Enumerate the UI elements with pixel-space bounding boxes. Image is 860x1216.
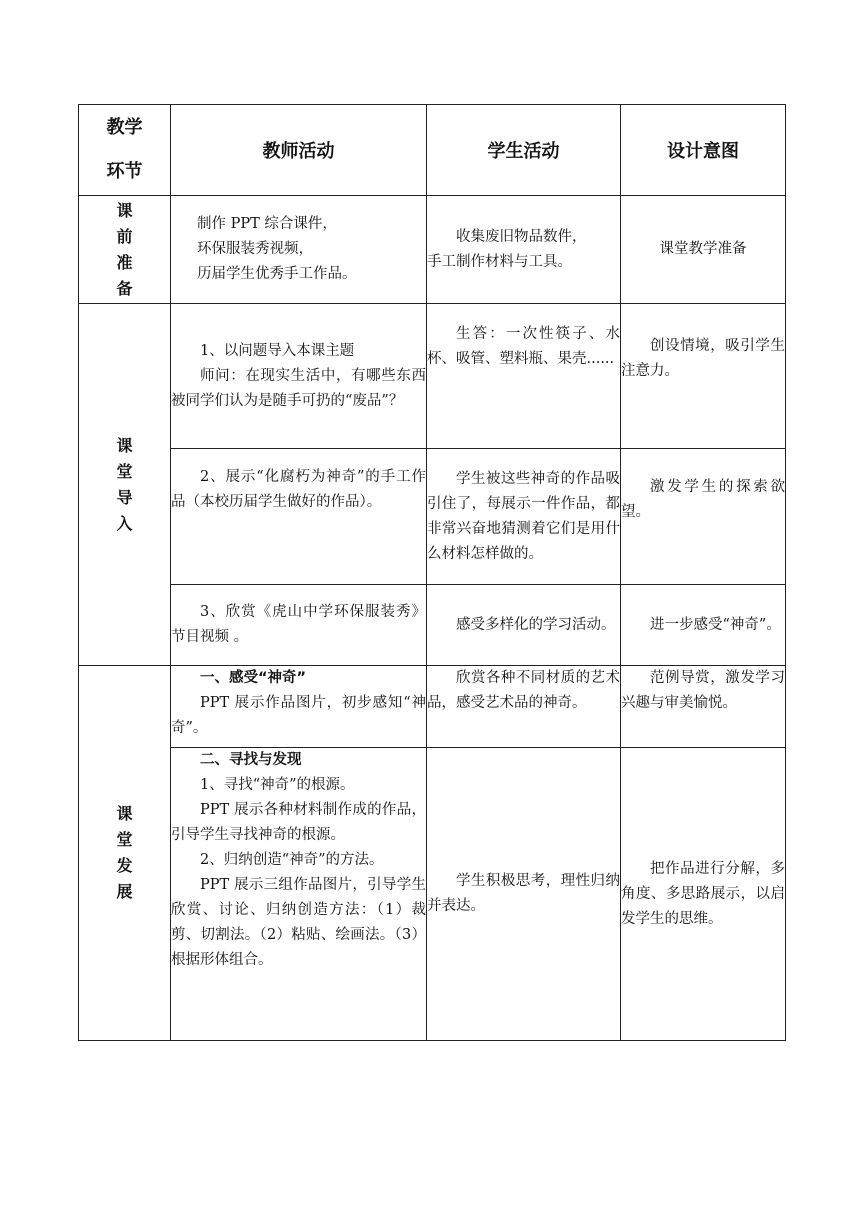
intro-2-design: 激发学生的探索欲望。: [621, 449, 786, 585]
header-stage-line2: 环节: [106, 161, 143, 182]
header-stage: [79, 105, 171, 196]
table-row-intro-3: [79, 585, 786, 666]
intro-3-teacher: 3、欣赏《虎山中学环保服装秀》节目视频 。: [171, 585, 427, 666]
develop-2-teacher-p4: PPT 展示三组作品图片，引导学生欣赏、讨论、归纳创造方法：（1）裁剪、切割法。（2）粘贴、绘画法。（3）根据形体组合。: [171, 877, 426, 968]
header-teacher: 教师活动: [171, 105, 427, 196]
header-stage-line1: 教学: [106, 117, 143, 138]
develop-1-teacher-body: PPT 展示作品图片，初步感知“神奇”。: [171, 695, 426, 736]
stage-intro-char: 堂: [116, 461, 133, 481]
stage-develop: [79, 666, 171, 1041]
header-row: [79, 105, 786, 196]
stage-intro-char: 入: [116, 513, 133, 533]
lesson-plan-table: [78, 104, 786, 1041]
stage-prep-char: 准: [116, 252, 133, 272]
table-row-intro-2: [79, 449, 786, 585]
table-row-prep: [79, 196, 786, 304]
prep-teacher: [171, 196, 427, 304]
stage-intro: [79, 304, 171, 666]
stage-prep-char: 课: [116, 200, 133, 220]
intro-3-student: 感受多样化的学习活动。: [427, 585, 621, 666]
develop-2-student: 学生积极思考，理性归纳并表达。: [427, 748, 621, 1041]
stage-prep-char: 前: [116, 226, 133, 246]
develop-2-teacher: [171, 748, 427, 1041]
develop-2-teacher-p3: 2、归纳创造“神奇”的方法。: [200, 852, 384, 868]
intro-1-teacher-body: 师问：在现实生活中，有哪些东西被同学们认为是随手可扔的“废品”？: [171, 367, 426, 409]
prep-teacher-line: 制作 PPT 综合课件，: [197, 216, 337, 232]
header-design: 设计意图: [621, 105, 786, 196]
stage-prep-char: 备: [116, 278, 133, 298]
stage-develop-char: 堂: [116, 830, 133, 849]
prep-student-line: 收集废旧物品数件，: [456, 228, 587, 245]
intro-1-teacher: [171, 304, 427, 449]
table-row-intro-1: [79, 304, 786, 449]
intro-1-design: 创设情境，吸引学生注意力。: [621, 304, 786, 449]
develop-2-teacher-p2: PPT 展示各种材料制作成的作品，引导学生寻找神奇的根源。: [171, 802, 426, 843]
table-row-develop-2: [79, 748, 786, 1041]
prep-student: [427, 196, 621, 304]
header-student: 学生活动: [427, 105, 621, 196]
develop-2-design: 把作品进行分解，多角度、多思路展示，以启发学生的思维。: [621, 748, 786, 1041]
intro-1-student: 生答：一次性筷子、水杯、吸管、塑料瓶、果壳......: [427, 304, 621, 449]
intro-3-design: 进一步感受“神奇”。: [621, 585, 786, 666]
intro-2-student: 学生被这些神奇的作品吸引住了，每展示一件作品，都非常兴奋地猜测着它们是用什么材料怎样做的。: [427, 449, 621, 585]
develop-1-teacher-title: 一、感受“神奇”: [200, 670, 307, 686]
develop-2-teacher-title: 二、寻找与发现: [200, 752, 302, 768]
develop-1-teacher: [171, 666, 427, 748]
stage-develop-char: 课: [116, 804, 133, 823]
table-row-develop-1: [79, 666, 786, 748]
intro-1-teacher-title: 1、以问题导入本课主题: [200, 342, 355, 359]
develop-2-teacher-p1: 1、寻找“神奇”的根源。: [200, 777, 355, 793]
stage-intro-char: 导: [116, 487, 133, 507]
develop-1-student: 欣赏各种不同材质的艺术品，感受艺术品的神奇。: [427, 666, 621, 748]
stage-develop-char: 展: [116, 882, 133, 901]
stage-develop-char: 发: [116, 856, 133, 875]
prep-student-line: 手工制作材料与工具。: [427, 253, 572, 270]
prep-teacher-line: 历届学生优秀手工作品。: [197, 266, 357, 282]
stage-intro-char: 课: [116, 435, 133, 455]
intro-2-teacher: 2、展示“化腐朽为神奇”的手工作品（本校历届学生做好的作品）。: [171, 449, 427, 585]
prep-teacher-line: 环保服装秀视频，: [197, 241, 313, 257]
develop-1-design: 范例导赏，激发学习兴趣与审美愉悦。: [621, 666, 786, 748]
prep-design: 课堂教学准备: [621, 196, 786, 304]
stage-prep: [79, 196, 171, 304]
